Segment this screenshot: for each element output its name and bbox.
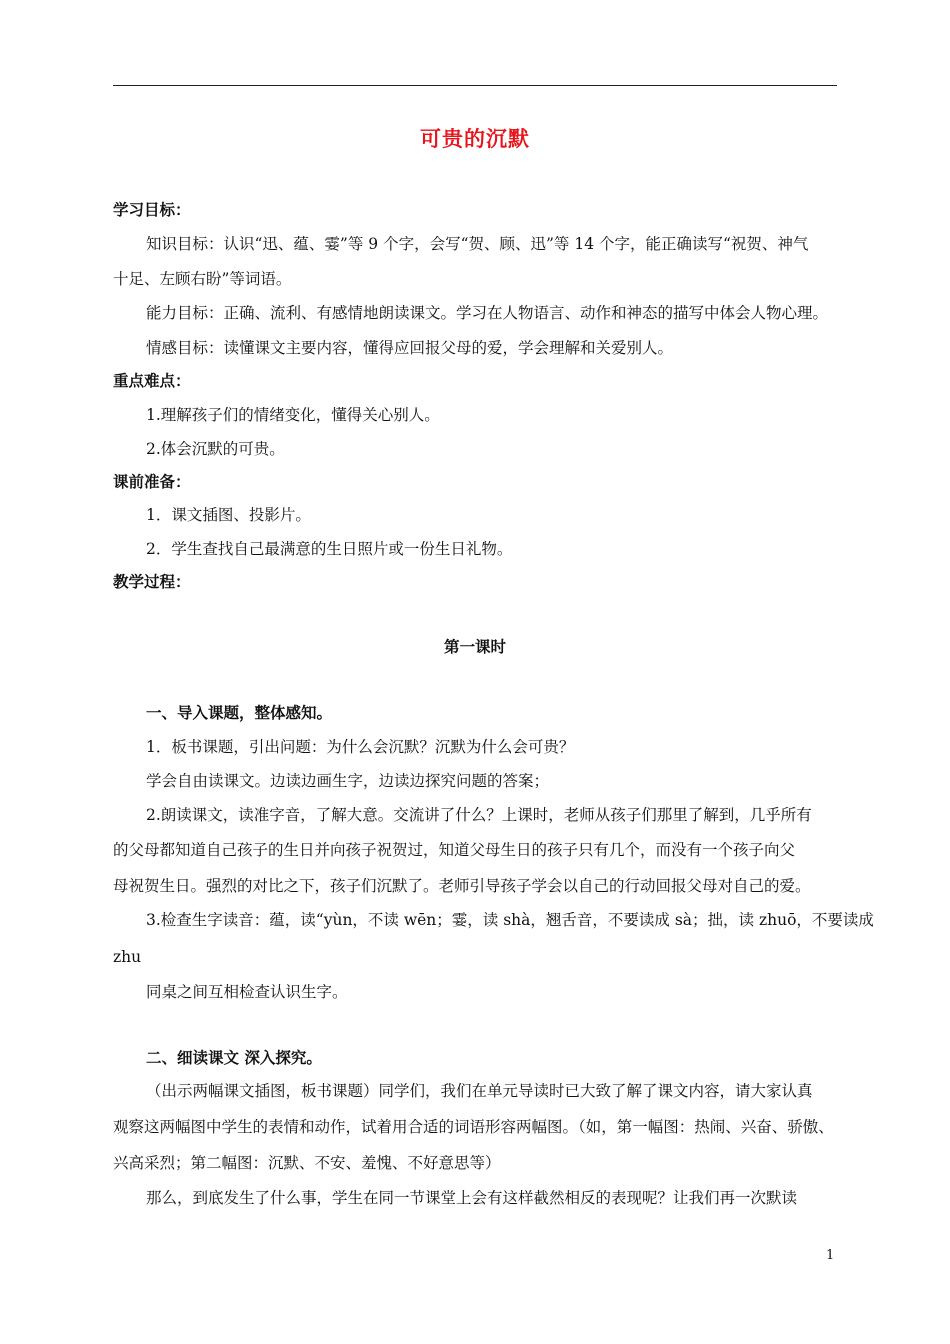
emotion-objective: 情感目标：读懂课文主要内容，懂得应回报父母的爱，学会理解和关爱别人。 <box>146 339 674 357</box>
lesson-title: 第一课时 <box>443 637 506 656</box>
key-point-item: 2.体会沉默的可贵。 <box>146 440 285 458</box>
section-1-paragraph: 同桌之间互相检查认识生字。 <box>146 983 348 1001</box>
section-1-paragraph: 3.检查生字读音：蕴，读“yùn，不读 wēn；霎，读 shà，翘舌音，不要读成 sà；拙，读 zhuō，不要读成 <box>146 911 874 929</box>
page-number: 1 <box>826 1248 835 1263</box>
header-rule <box>113 85 837 86</box>
objectives-heading: 学习目标： <box>113 200 191 219</box>
section-2-paragraph: （出示两幅课文插图，板书课题）同学们，我们在单元导读时已大致了解了课文内容，请大家认真 <box>146 1082 813 1100</box>
section-1-paragraph: 2.朗读课文，读准字音，了解大意。交流讲了什么？上课时，老师从孩子们那里了解到，几乎所有 <box>146 806 812 824</box>
preparation-item: 2．学生查找自己最满意的生日照片或一份生日礼物。 <box>146 540 513 558</box>
document-title: 可贵的沉默 <box>420 126 530 151</box>
section-2-heading: 二、细读课文 深入探究。 <box>146 1048 322 1067</box>
section-2-paragraph: 兴高采烈；第二幅图：沉默、不安、羞愧、不好意思等） <box>113 1154 501 1172</box>
process-heading: 教学过程： <box>113 572 191 591</box>
section-1-paragraph: 1．板书课题，引出问题：为什么会沉默？沉默为什么会可贵？ <box>146 738 575 756</box>
section-1-paragraph: 母祝贺生日。强烈的对比之下，孩子们沉默了。老师引导孩子学会以自己的行动回报父母对自己的爱。 <box>113 877 811 895</box>
section-2-paragraph: 那么，到底发生了什么事，学生在同一节课堂上会有这样截然相反的表现呢？让我们再一次默读 <box>146 1189 798 1207</box>
section-1-paragraph: 学会自由读课文。边读边画生字，边读边探究问题的答案； <box>146 772 550 790</box>
key-point-item: 1.理解孩子们的情绪变化，懂得关心别人。 <box>146 406 440 424</box>
knowledge-objective-line-2: 十足、左顾右盼”等词语。 <box>113 270 292 288</box>
section-1-paragraph: 的父母都知道自己孩子的生日并向孩子祝贺过，知道父母生日的孩子只有几个，而没有一个孩子向父 <box>113 841 796 859</box>
section-1-paragraph: zhu <box>113 948 142 966</box>
key-points-heading: 重点难点： <box>113 371 191 390</box>
section-2-paragraph: 观察这两幅图中学生的表情和动作，试着用合适的词语形容两幅图。（如，第一幅图：热闹、兴奋、骄傲、 <box>113 1118 834 1136</box>
section-1-heading: 一、导入课题，整体感知。 <box>146 703 333 722</box>
ability-objective: 能力目标：正确、流利、有感情地朗读课文。学习在人物语言、动作和神态的描写中体会人物心理。 <box>146 304 829 322</box>
preparation-heading: 课前准备： <box>113 472 191 491</box>
knowledge-objective-line-1: 知识目标：认识“迅、蕴、霎”等 9 个字，会写“贺、顾、迅”等 14 个字，能正确读写“祝贺、神气 <box>146 235 809 253</box>
preparation-item: 1．课文插图、投影片。 <box>146 506 311 524</box>
